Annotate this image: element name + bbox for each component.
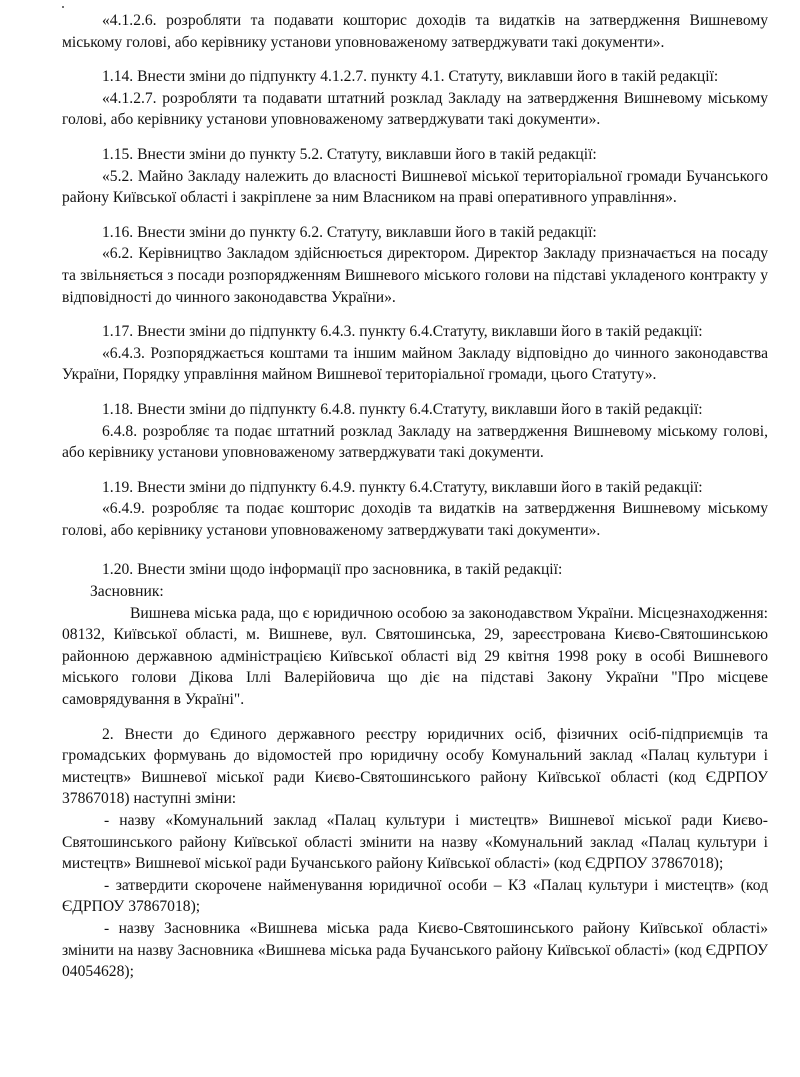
paragraph-1-15: 1.15. Внести зміни до пункту 5.2. Статуту, виклавши його в такій редакції:	[102, 145, 597, 163]
paragraph-6-4-3: «6.4.3. Розпоряджається коштами та іншим майном Закладу відповідно до чинного законодавства України, Порядку управління майном Вишневої територіальної громади, цього Статуту».	[62, 344, 768, 384]
paragraph-4-1-2-6: «4.1.2.6. розробляти та подавати кошторис доходів та видатків на затвердження Вишневому міському голові, або керівнику установи уповноваженому затверджувати такі документи».	[62, 12, 768, 51]
paragraph-1-18: 1.18. Внести зміни до підпункту 6.4.8. пункту 6.4.Статуту, виклавши його в такій редакції:	[102, 400, 703, 418]
paragraph-6-4-8: 6.4.8. розробляє та подає штатний розклад Закладу на затвердження Вишневому міському голові, або керівнику установи уповноваженому затверджувати такі документи.	[62, 422, 768, 462]
paragraph-1-17: 1.17. Внести зміни до підпункту 6.4.3. пункту 6.4.Статуту, виклавши його в такій редакції:	[102, 323, 703, 341]
change-item-founder-name: - назву Засновника «Вишнева міська рада Києво-Святошинського району Київської області» змінити на назву Засновника «Вишнева міська рада Бучанського району Київської області» (код ЄДРПОУ 04054628);	[62, 919, 768, 981]
document-page	[62, 10, 768, 983]
paragraph-4-1-2-7: «4.1.2.7. розробляти та подавати штатний розклад Закладу на затвердження Вишневому міському голові, або керівнику установи уповноваженому затверджувати такі документи».	[62, 89, 768, 129]
paragraph-5-2: «5.2. Майно Закладу належить до власності Вишневої міської територіальної громади Бучанського району Київської області і закріплене за ним Власником на праві оперативного управління».	[62, 167, 768, 207]
founder-label: Засновник:	[90, 583, 164, 601]
paragraph-2: 2. Внести до Єдиного державного реєстру юридичних осіб, фізичних осіб-підприємців та громадських формувань до відомостей про юридичну особу Комунальний заклад «Палац культури і мистецтв» Вишневої міської ради Києво-Святошинського району Київської області (код ЄДРПОУ 37867018) наступні зміни:	[62, 725, 768, 808]
paragraph-6-2: «6.2. Керівництво Закладом здійснюється директором. Директор Закладу призначається на посаду та звільняється з посади розпорядженням Вишневого міського голови на підставі укладеного контракту у відповідності до чинного законодавства України».	[62, 245, 768, 306]
change-item-name: - назву «Комунальний заклад «Палац культури і мистецтв» Вишневої міської ради Києво-Святошинського району Київської області змінити на назву «Комунальний заклад «Палац культури і мистецтв» Вишневої міської ради Бучанського району Київської області» (код ЄДРПОУ 37867018);	[62, 812, 768, 873]
paragraph-6-4-9: «6.4.9. розробляє та подає кошторис доходів та видатків на затвердження Вишневому міському голові, або керівнику установи уповноваженому затверджувати такі документи».	[62, 500, 768, 539]
change-item-short-name: - затвердити скорочене найменування юридичної особи – КЗ «Палац культури і мистецтв» (код ЄДРПОУ 37867018);	[62, 876, 768, 916]
paragraph-1-20: 1.20. Внести зміни щодо інформації про засновника, в такій редакції:	[102, 561, 563, 579]
paragraph-1-19: 1.19. Внести зміни до підпункту 6.4.9. пункту 6.4.Статуту, виклавши його в такій редакції:	[102, 478, 703, 496]
paragraph-1-14: 1.14. Внести зміни до підпункту 4.1.2.7. пункту 4.1. Статуту, виклавши його в такій редакції:	[102, 68, 719, 86]
scan-speck	[62, 6, 64, 8]
founder-description: Вишнева міська рада, що є юридичною особою за законодавством України. Місцезнаходження: 08132, Київської області, м. Вишневе, вул. Святошинська, 29, зареєстрована Києво-Святошинською районною державною адміністрацією Київської області від 29 квітня 1998 року в особі Вишневого міського голови Дікова Іллі Валерійовича що діє на підставі Закону України "Про місцеве самоврядування в Україні".	[62, 604, 768, 709]
paragraph-1-16: 1.16. Внести зміни до пункту 6.2. Статуту, виклавши його в такій редакції:	[102, 223, 597, 241]
